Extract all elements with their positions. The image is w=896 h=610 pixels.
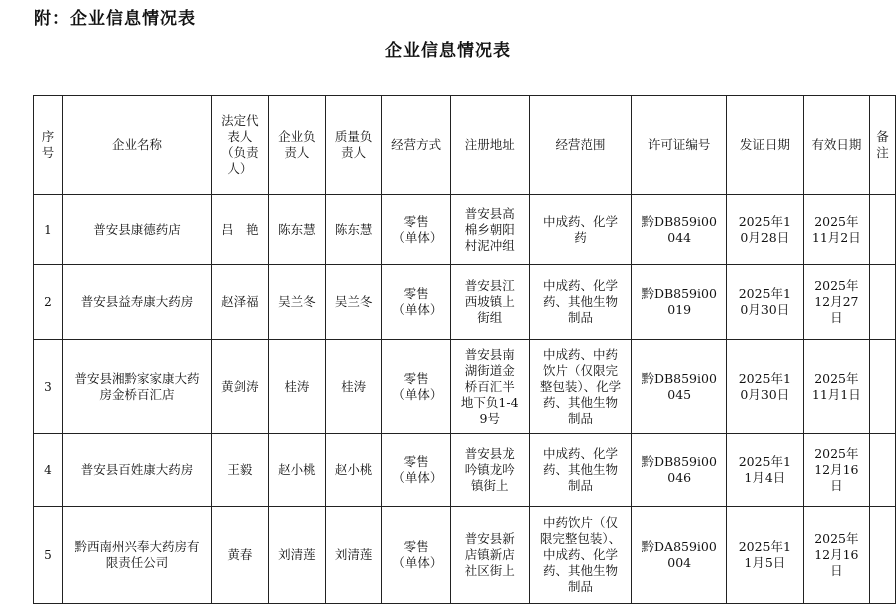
cell-enterprise-head: 吴兰冬 xyxy=(268,265,325,340)
cell-legal-rep: 黄剑涛 xyxy=(212,340,269,434)
table-row xyxy=(34,340,896,434)
header-remarks: 备注 xyxy=(869,96,895,195)
cell-quality-head: 桂涛 xyxy=(326,340,382,434)
cell-seq: 5 xyxy=(34,507,63,604)
cell-scope: 中成药、化学药、其他生物制品 xyxy=(529,434,632,507)
cell-remarks xyxy=(869,434,895,507)
cell-legal-rep: 王毅 xyxy=(212,434,269,507)
cell-seq: 3 xyxy=(34,340,63,434)
cell-issue-date: 2025年11月4日 xyxy=(726,434,803,507)
cell-seq: 1 xyxy=(34,195,63,265)
cell-valid-date: 2025年11月2日 xyxy=(803,195,869,265)
cell-valid-date: 2025年11月1日 xyxy=(803,340,869,434)
cell-business-mode: 零售（单体） xyxy=(382,195,450,265)
cell-quality-head: 赵小桃 xyxy=(326,434,382,507)
header-valid-date: 有效日期 xyxy=(803,96,869,195)
cell-issue-date: 2025年10月30日 xyxy=(726,265,803,340)
cell-quality-head: 陈东慧 xyxy=(326,195,382,265)
table-row xyxy=(34,507,896,604)
table-row xyxy=(34,265,896,340)
cell-valid-date: 2025年12月27日 xyxy=(803,265,869,340)
cell-legal-rep: 赵泽福 xyxy=(212,265,269,340)
header-license: 许可证编号 xyxy=(632,96,726,195)
cell-business-mode: 零售（单体） xyxy=(382,265,450,340)
cell-name: 普安县湘黔家家康大药房金桥百汇店 xyxy=(62,340,211,434)
header-business-mode: 经营方式 xyxy=(382,96,450,195)
cell-issue-date: 2025年10月28日 xyxy=(726,195,803,265)
appendix-label: 附：企业信息情况表 xyxy=(34,9,196,29)
cell-name: 黔西南州兴奉大药房有限责任公司 xyxy=(62,507,211,604)
cell-enterprise-head: 陈东慧 xyxy=(268,195,325,265)
cell-business-mode: 零售（单体） xyxy=(382,434,450,507)
cell-legal-rep: 黄春 xyxy=(212,507,269,604)
cell-legal-rep: 吕 艳 xyxy=(212,195,269,265)
cell-enterprise-head: 赵小桃 xyxy=(268,434,325,507)
cell-license: 黔DB859i00019 xyxy=(632,265,726,340)
table-row xyxy=(34,434,896,507)
cell-scope: 中成药、化学药 xyxy=(529,195,632,265)
cell-address: 普安县新店镇新店社区街上 xyxy=(450,507,529,604)
cell-issue-date: 2025年11月5日 xyxy=(726,507,803,604)
cell-name: 普安县康德药店 xyxy=(62,195,211,265)
cell-enterprise-head: 桂涛 xyxy=(268,340,325,434)
cell-valid-date: 2025年12月16日 xyxy=(803,507,869,604)
cell-enterprise-head: 刘清莲 xyxy=(268,507,325,604)
cell-quality-head: 吴兰冬 xyxy=(326,265,382,340)
cell-seq: 2 xyxy=(34,265,63,340)
header-scope: 经营范围 xyxy=(529,96,632,195)
header-legal-rep: 法定代表人（负责人） xyxy=(212,96,269,195)
header-name: 企业名称 xyxy=(62,96,211,195)
cell-address: 普安县龙吟镇龙吟镇街上 xyxy=(450,434,529,507)
cell-scope: 中成药、中药饮片（仅限完整包装）、化学药、其他生物制品 xyxy=(529,340,632,434)
table-header-row xyxy=(34,96,896,195)
cell-remarks xyxy=(869,265,895,340)
cell-license: 黔DB859i00046 xyxy=(632,434,726,507)
cell-seq: 4 xyxy=(34,434,63,507)
cell-business-mode: 零售（单体） xyxy=(382,507,450,604)
cell-business-mode: 零售（单体） xyxy=(382,340,450,434)
cell-address: 普安县江西坡镇上街组 xyxy=(450,265,529,340)
cell-scope: 中药饮片（仅限完整包装）、中成药、化学药、其他生物制品 xyxy=(529,507,632,604)
cell-address: 普安县高棉乡朝阳村泥冲组 xyxy=(450,195,529,265)
cell-name: 普安县益寿康大药房 xyxy=(62,265,211,340)
cell-license: 黔DB859i00044 xyxy=(632,195,726,265)
header-address: 注册地址 xyxy=(450,96,529,195)
header-enterprise-head: 企业负责人 xyxy=(268,96,325,195)
enterprise-info-table xyxy=(33,95,896,604)
cell-remarks xyxy=(869,507,895,604)
document-title: 企业信息情况表 xyxy=(385,41,511,61)
cell-remarks xyxy=(869,195,895,265)
header-seq: 序号 xyxy=(34,96,63,195)
cell-issue-date: 2025年10月30日 xyxy=(726,340,803,434)
cell-valid-date: 2025年12月16日 xyxy=(803,434,869,507)
table-row xyxy=(34,195,896,265)
cell-scope: 中成药、化学药、其他生物制品 xyxy=(529,265,632,340)
cell-address: 普安县南湖街道金桥百汇半地下负1-49号 xyxy=(450,340,529,434)
cell-remarks xyxy=(869,340,895,434)
cell-license: 黔DB859i00045 xyxy=(632,340,726,434)
cell-quality-head: 刘清莲 xyxy=(326,507,382,604)
cell-name: 普安县百姓康大药房 xyxy=(62,434,211,507)
header-issue-date: 发证日期 xyxy=(726,96,803,195)
cell-license: 黔DA859i00004 xyxy=(632,507,726,604)
header-quality-head: 质量负责人 xyxy=(326,96,382,195)
